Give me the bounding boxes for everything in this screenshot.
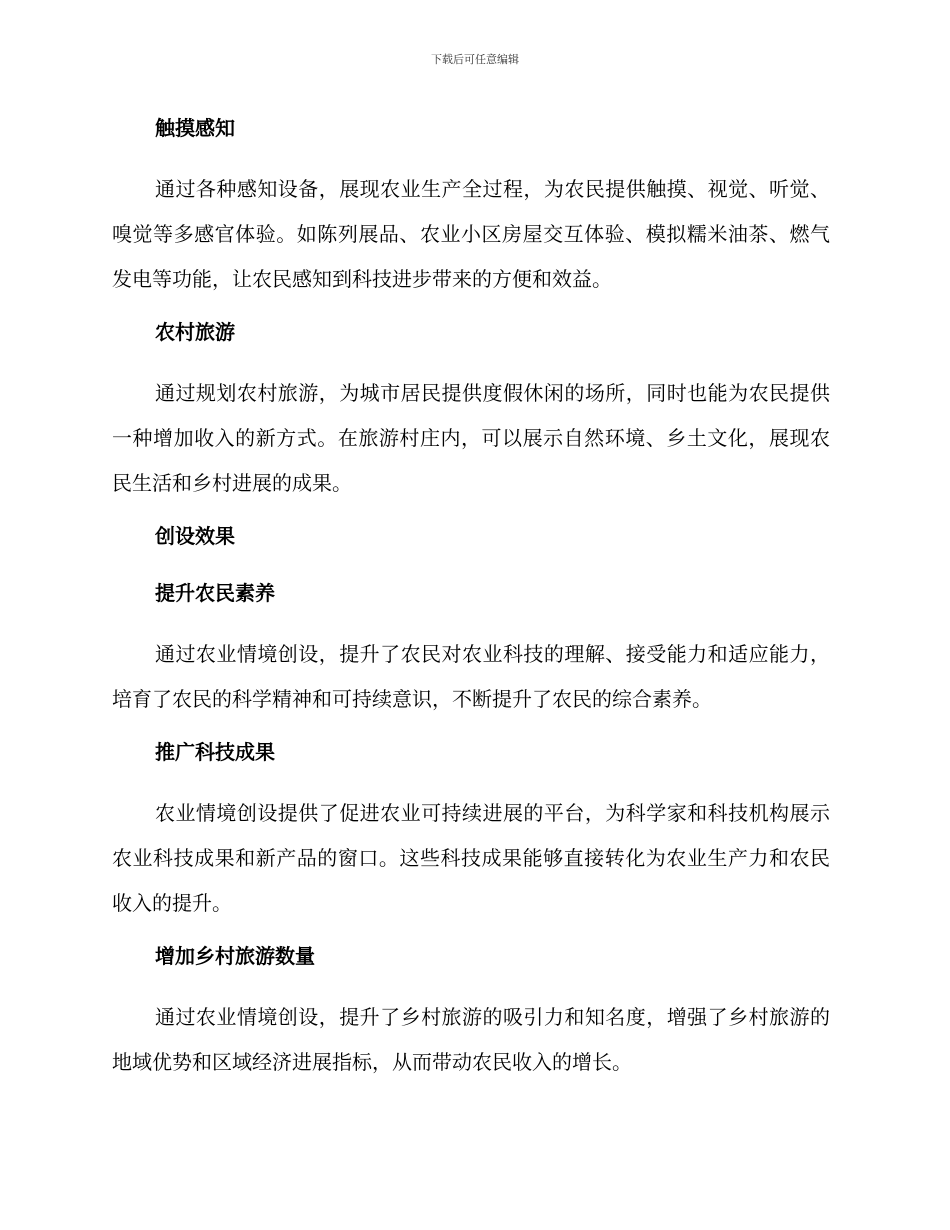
paragraph-tourism-growth: 通过农业情境创设，提升了乡村旅游的吸引力和知名度，增强了乡村旅游的地域优势和区域经济进展指标，从而带动农民收入的增长。	[112, 1005, 830, 1074]
section-heading-tech-promotion: 推广科技成果	[155, 740, 275, 764]
section-heading-rural-tourism: 农村旅游	[155, 320, 235, 344]
section-heading-tourism-growth: 增加乡村旅游数量	[155, 944, 315, 968]
document-body	[112, 110, 830, 1097]
paragraph-tech-promotion: 农业情境创设提供了促进农业可持续进展的平台，为科学家和科技机构展示农业科技成果和新产品的窗口。这些科技成果能够直接转化为农业生产力和农民收入的提升。	[112, 801, 830, 915]
page-header: 下载后可任意编辑	[431, 53, 519, 66]
section-heading-effects: 创设效果	[155, 524, 235, 548]
paragraph-farmer-literacy: 通过农业情境创设，提升了农民对农业科技的理解、接受能力和适应能力，培育了农民的科学精神和可持续意识，不断提升了农民的综合素养。	[112, 642, 830, 711]
section-heading-touch-perception: 触摸感知	[155, 116, 235, 140]
paragraph-rural-tourism: 通过规划农村旅游，为城市居民提供度假休闲的场所，同时也能为农民提供一种增加收入的新方式。在旅游村庄内，可以展示自然环境、乡土文化，展现农民生活和乡村进展的成果。	[112, 381, 830, 495]
paragraph-touch-perception: 通过各种感知设备，展现农业生产全过程，为农民提供触摸、视觉、听觉、嗅觉等多感官体验。如陈列展品、农业小区房屋交互体验、模拟糯米油茶、燃气发电等功能，让农民感知到科技进步带来的方便和效益。	[112, 177, 830, 291]
section-heading-farmer-literacy: 提升农民素养	[155, 581, 275, 605]
